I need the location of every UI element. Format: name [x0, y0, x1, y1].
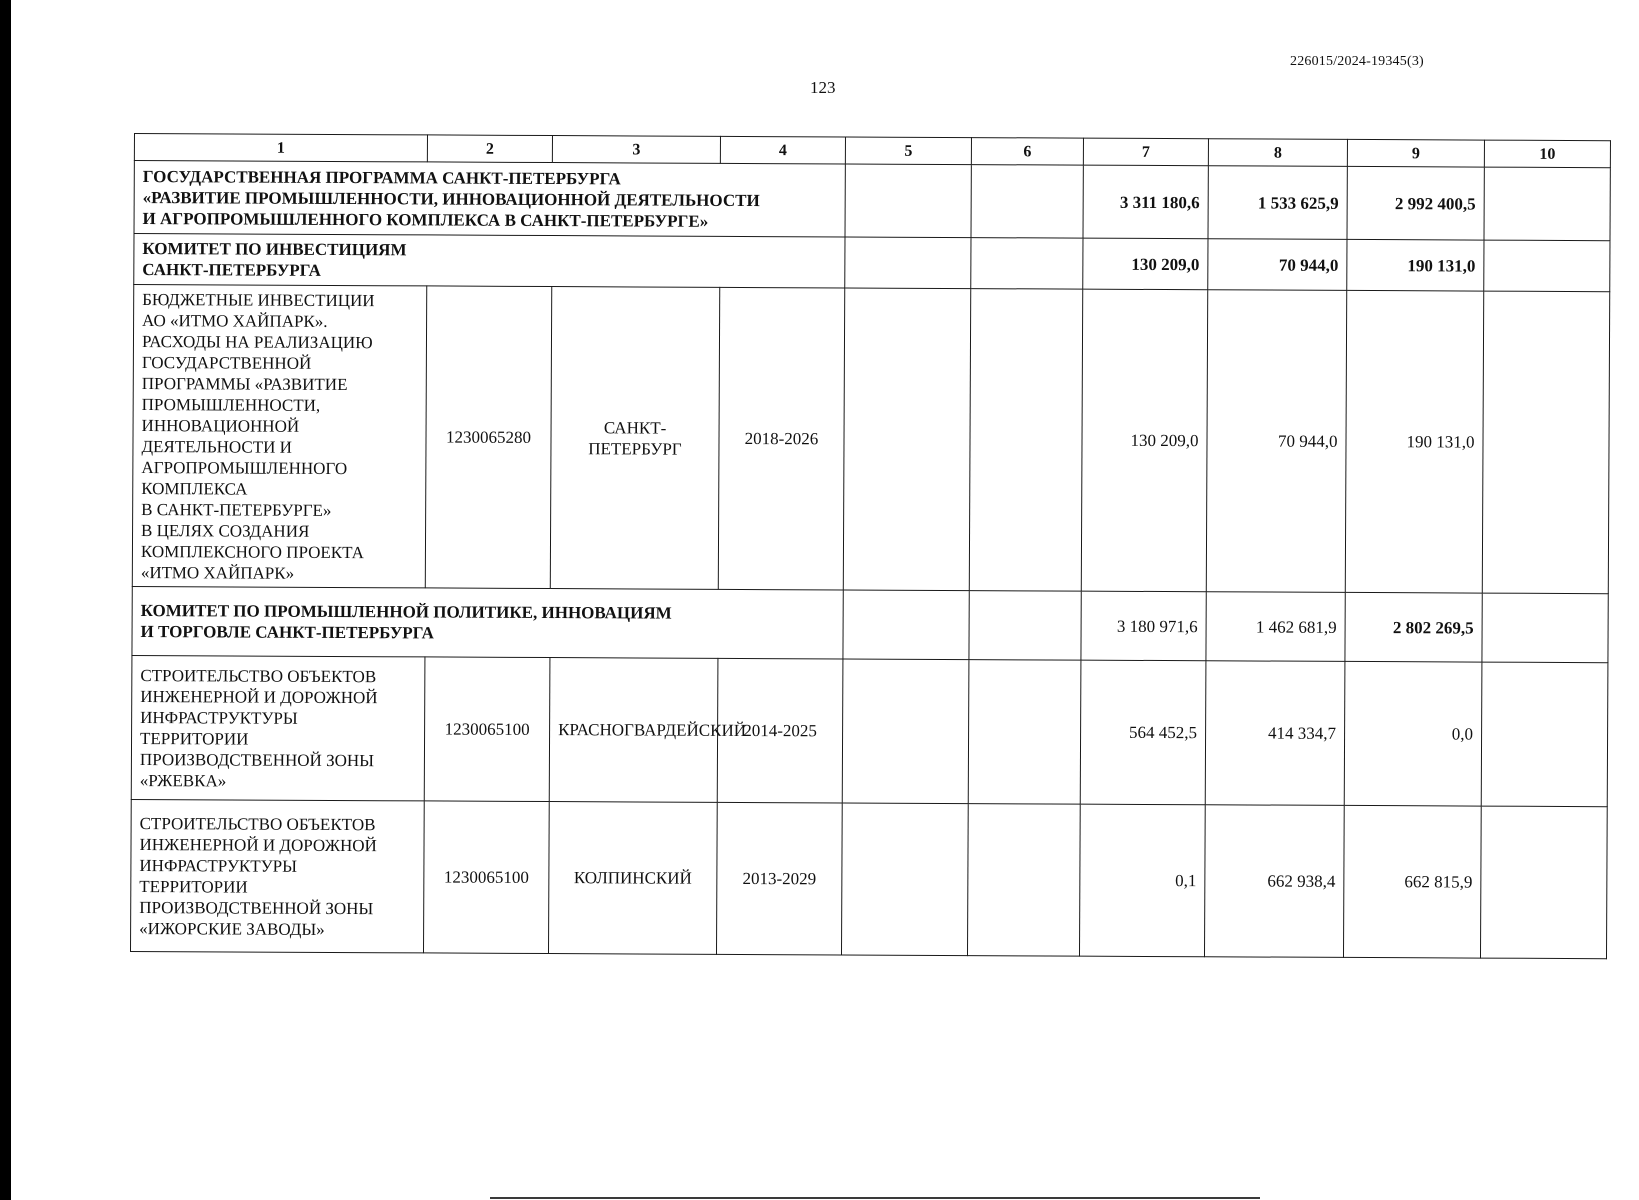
committee-industry-col7: 3 180 971,6 — [1081, 591, 1206, 661]
column-number: 2 — [427, 135, 552, 163]
table-cell — [1484, 240, 1610, 292]
object-col7: 564 452,5 — [1080, 660, 1206, 805]
committee-investments-col9: 190 131,0 — [1347, 239, 1484, 291]
object-district: САНКТ-ПЕТЕРБУРГ — [550, 287, 719, 590]
scan-edge — [0, 0, 11, 1200]
object-code: 1230065100 — [424, 657, 550, 802]
committee-investments-row — [134, 234, 1610, 292]
object-code: 1230065100 — [423, 801, 549, 954]
column-number: 9 — [1347, 139, 1484, 167]
object-period: 2014-2025 — [717, 658, 843, 803]
table-cell — [843, 590, 969, 660]
table-cell — [969, 591, 1081, 661]
object-name: БЮДЖЕТНЫЕ ИНВЕСТИЦИИ АО «ИТМО ХАЙПАРК». РАСХОДЫ НА РЕАЛИЗАЦИЮ ГОСУДАРСТВЕННОЙ ПРОГРАММЫ «РАЗВИТИЕ ПРОМЫШЛЕННОСТИ, ИННОВАЦИОННОЙ ДЕЯТЕЛЬНОСТИ И АГРОПРОМЫШЛЕННОГО КОМПЛЕКСА В САНКТ-ПЕТЕРБУРГЕ» В ЦЕЛЯХ СОЗДАНИЯ КОМПЛЕКСНОГО ПРОЕКТА «ИТМО ХАЙПАРК» — [132, 285, 426, 588]
table-cell — [968, 660, 1081, 805]
table-row — [131, 655, 1608, 806]
program-title: ГОСУДАРСТВЕННАЯ ПРОГРАММА САНКТ-ПЕТЕРБУРГА «РАЗВИТИЕ ПРОМЫШЛЕННОСТИ, ИННОВАЦИОННОЙ ДЕЯТЕЛЬНОСТИ И АГРОПРОМЫШЛЕННОГО КОМПЛЕКСА В САНКТ-ПЕТЕРБУРГЕ» — [134, 161, 845, 237]
table-cell — [967, 804, 1080, 957]
column-number: 10 — [1484, 140, 1610, 168]
object-col9: 662 815,9 — [1343, 805, 1481, 958]
committee-industry-row — [132, 586, 1608, 662]
program-col8: 1 533 625,9 — [1208, 166, 1347, 240]
program-row — [134, 161, 1610, 241]
object-col8: 662 938,4 — [1204, 805, 1344, 958]
committee-investments-col8: 70 944,0 — [1208, 239, 1347, 291]
object-col9: 0,0 — [1344, 661, 1482, 806]
committee-industry-col8: 1 462 681,9 — [1206, 592, 1345, 662]
table-cell — [843, 288, 970, 591]
object-col7: 0,1 — [1079, 804, 1205, 957]
object-code: 1230065280 — [425, 286, 551, 589]
footer-rule — [490, 1197, 1260, 1199]
table-cell — [842, 659, 969, 804]
table-cell — [971, 165, 1083, 239]
column-number: 3 — [552, 136, 720, 164]
committee-investments-title: КОМИТЕТ ПО ИНВЕСТИЦИЯМ САНКТ-ПЕТЕРБУРГА — [134, 234, 845, 288]
column-number: 4 — [720, 136, 845, 164]
table-cell — [971, 238, 1083, 290]
object-name: СТРОИТЕЛЬСТВО ОБЪЕКТОВ ИНЖЕНЕРНОЙ И ДОРОЖНОЙ ИНФРАСТРУКТУРЫ ТЕРРИТОРИИ ПРОИЗВОДСТВЕННОЙ ЗОНЫ «РЖЕВКА» — [131, 655, 425, 800]
table-cell — [1481, 662, 1608, 807]
column-number: 8 — [1208, 139, 1347, 167]
object-col8: 70 944,0 — [1206, 290, 1346, 593]
committee-industry-title: КОМИТЕТ ПО ПРОМЫШЛЕННОЙ ПОЛИТИКЕ, ИННОВАЦИЯМ И ТОРГОВЛЕ САНКТ-ПЕТЕРБУРГА — [132, 586, 843, 658]
table-cell — [1482, 291, 1609, 594]
document-number: 226015/2024-19345(3) — [1290, 54, 1424, 69]
object-name: СТРОИТЕЛЬСТВО ОБЪЕКТОВ ИНЖЕНЕРНОЙ И ДОРОЖНОЙ ИНФРАСТРУКТУРЫ ТЕРРИТОРИИ ПРОИЗВОДСТВЕННОЙ ЗОНЫ «ИЖОРСКИЕ ЗАВОДЫ» — [131, 799, 425, 952]
column-number: 5 — [845, 137, 971, 165]
table-cell — [1480, 806, 1607, 959]
committee-investments-col7: 130 209,0 — [1083, 238, 1208, 290]
object-col9: 190 131,0 — [1345, 290, 1483, 593]
table-cell — [969, 289, 1082, 592]
program-col7: 3 311 180,6 — [1083, 165, 1208, 239]
page-number: 123 — [810, 78, 836, 97]
budget-table — [130, 133, 1611, 959]
table-row — [132, 285, 1609, 594]
table-cell — [845, 164, 971, 238]
table-row — [131, 799, 1608, 958]
column-number: 6 — [971, 138, 1083, 166]
table-cell — [1484, 167, 1610, 241]
program-col9: 2 992 400,5 — [1347, 166, 1484, 240]
table-cell — [845, 237, 971, 289]
object-district: КОЛПИНСКИЙ — [548, 802, 717, 955]
object-col8: 414 334,7 — [1205, 661, 1345, 806]
committee-industry-col9: 2 802 269,5 — [1345, 592, 1482, 662]
column-number: 1 — [134, 134, 427, 162]
table-cell — [841, 803, 968, 956]
object-district: КРАСНОГВАРДЕЙСКИЙ — [549, 658, 718, 803]
object-col7: 130 209,0 — [1081, 289, 1207, 592]
object-period: 2013-2029 — [716, 802, 842, 955]
table-cell — [1482, 593, 1608, 663]
column-number: 7 — [1083, 138, 1208, 166]
object-period: 2018-2026 — [718, 287, 844, 590]
